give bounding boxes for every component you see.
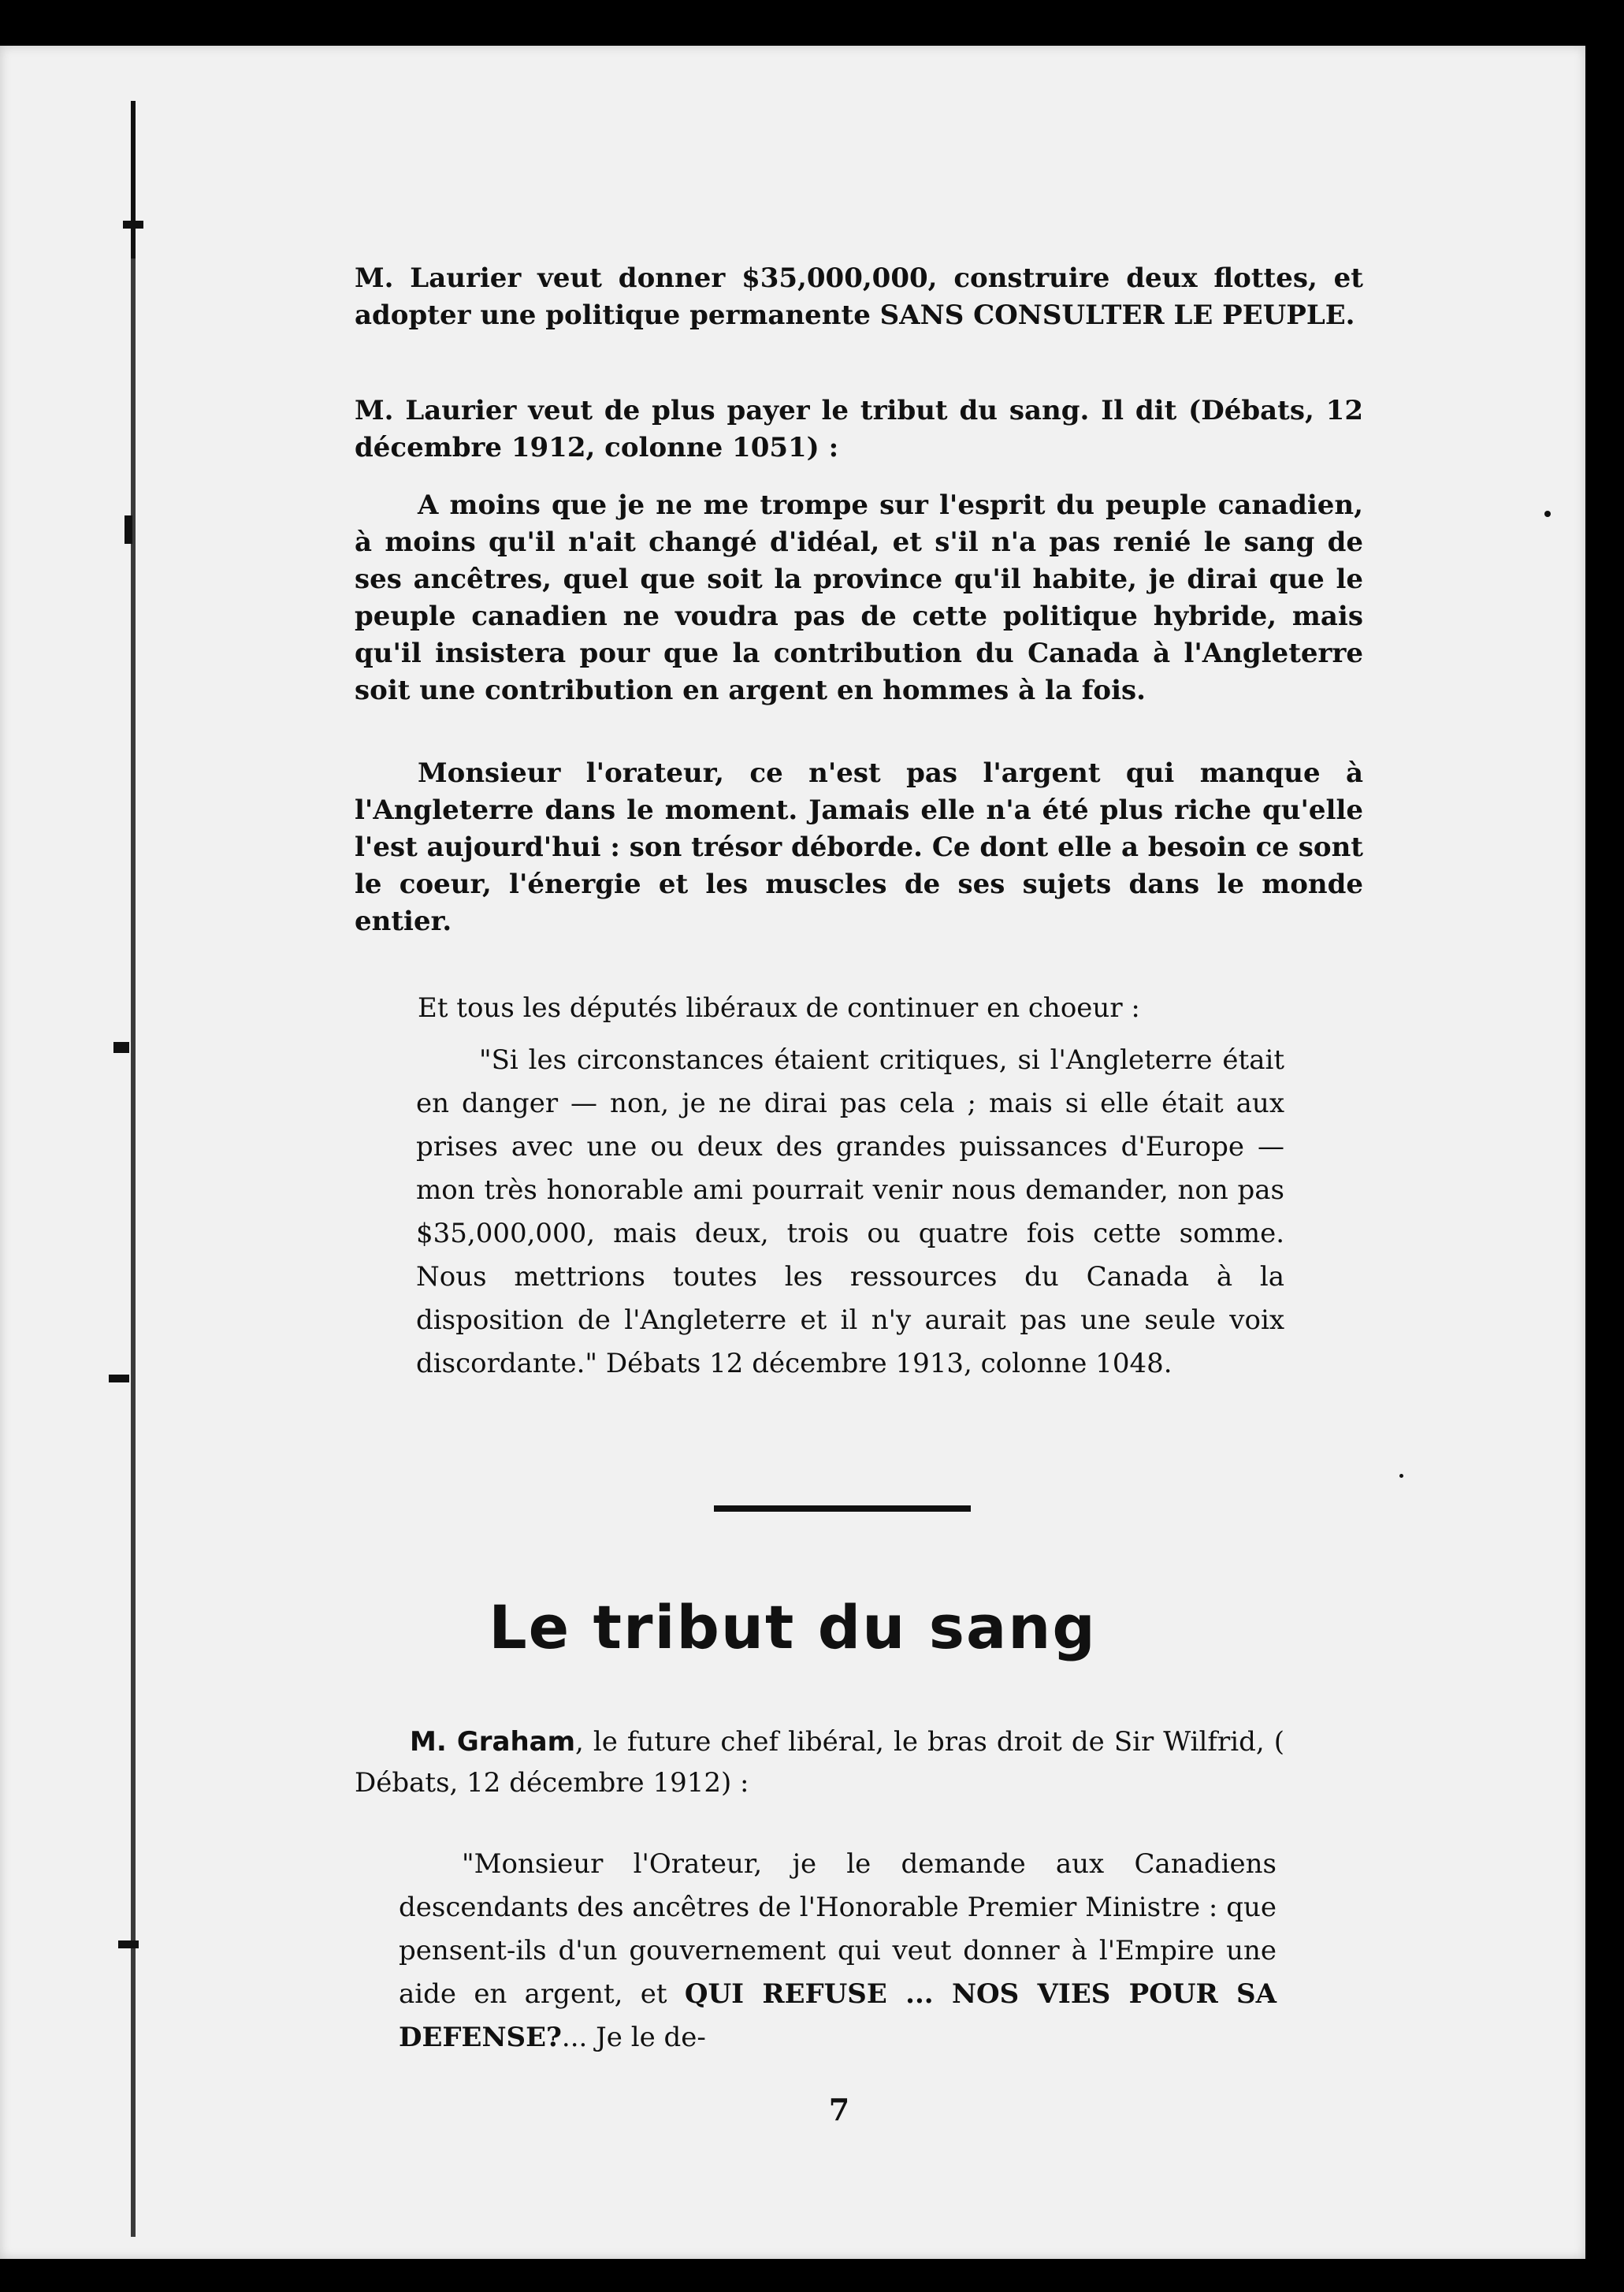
page-number: 7 (828, 2092, 850, 2127)
section-title: Le tribut du sang (489, 1592, 1097, 1662)
paragraph-laurier-blood-tribute: M. Laurier veut de plus payer le tribut du sang. Il dit (Débats, 12 décembre 1912, colonne 1051) : (355, 395, 1363, 463)
binding-mark (124, 515, 132, 544)
quote-graham-end: ... Je le de- (561, 2022, 706, 2053)
quote-graham-start: "Monsieur l'Orateur, je le demande aux Canadiens descendants des ancêtres de l'Honorable Premier Ministre : que pensent-ils d'un gouvernement qui veut donner à l'Empire une aide en argent, et (399, 1848, 1277, 2010)
paragraph-graham (355, 1721, 1284, 1803)
paragraph-liberal-deputies: Et tous les députés libéraux de continuer en choeur : (418, 992, 1140, 1024)
binding-edge (131, 101, 136, 2237)
graham-name: M. Graham (410, 1726, 576, 1758)
binding-mark (123, 221, 143, 229)
binding-mark (118, 1940, 139, 1948)
paragraph-laurier-funding: M. Laurier veut donner $35,000,000, construire deux flottes, et adopter une politique permanente SANS CONSULTER LE PEUPLE. (355, 262, 1363, 331)
quote-laurier-england: Monsieur l'orateur, ce n'est pas l'argent qui manque à l'Angleterre dans le moment. Jamais elle n'a été plus riche qu'elle l'est aujourd'hui : son trésor déborde. Ce dont elle a besoin ce sont le coeur, l'énergie et les muscles de ses sujets dans le monde entier. (355, 757, 1363, 937)
section-divider (714, 1505, 971, 1512)
quote-graham (399, 1843, 1277, 2059)
quote-laurier-contribution: A moins que je ne me trompe sur l'esprit du peuple canadien, à moins qu'il n'ait changé d'idéal, et s'il n'a pas renié le sang de ses ancêtres, quel que soit la province qu'il habite, je dirai que le peuple canadien ne voudra pas de cette politique hybride, mais qu'il insistera pour que la contribution du Canada à l'Angleterre soit une contribution en argent en hommes à la fois. (355, 489, 1363, 706)
quote-liberal-chorus: "Si les circonstances étaient critiques, si l'Angleterre était en danger — non, je ne dirai pas cela ; mais si elle était aux prises avec une ou deux des grandes puissances d'Europe — mon très honorable ami pourrait venir nous demander, non pas $35,000,000, mais deux, trois ou quatre fois cette somme. Nous mettrions toutes les ressources du Canada à la disposition de l'Angleterre et il n'y aurait pas une seule voix discordante." Débats 12 décembre 1913, colonne 1048. (416, 1044, 1284, 1379)
document-page (0, 46, 1585, 2259)
binding-mark (109, 1375, 129, 1382)
quote-graham-emphasis: QUI REFUSE ... NOS VIES POUR SA DEFENSE? (399, 1978, 1277, 2053)
speck (1544, 511, 1551, 517)
speck (1399, 1474, 1403, 1478)
binding-mark (113, 1042, 129, 1053)
graham-intro: , le future chef libéral, le bras droit de Sir Wilfrid, ( Débats, 12 décembre 1912) : (355, 1726, 1285, 1799)
